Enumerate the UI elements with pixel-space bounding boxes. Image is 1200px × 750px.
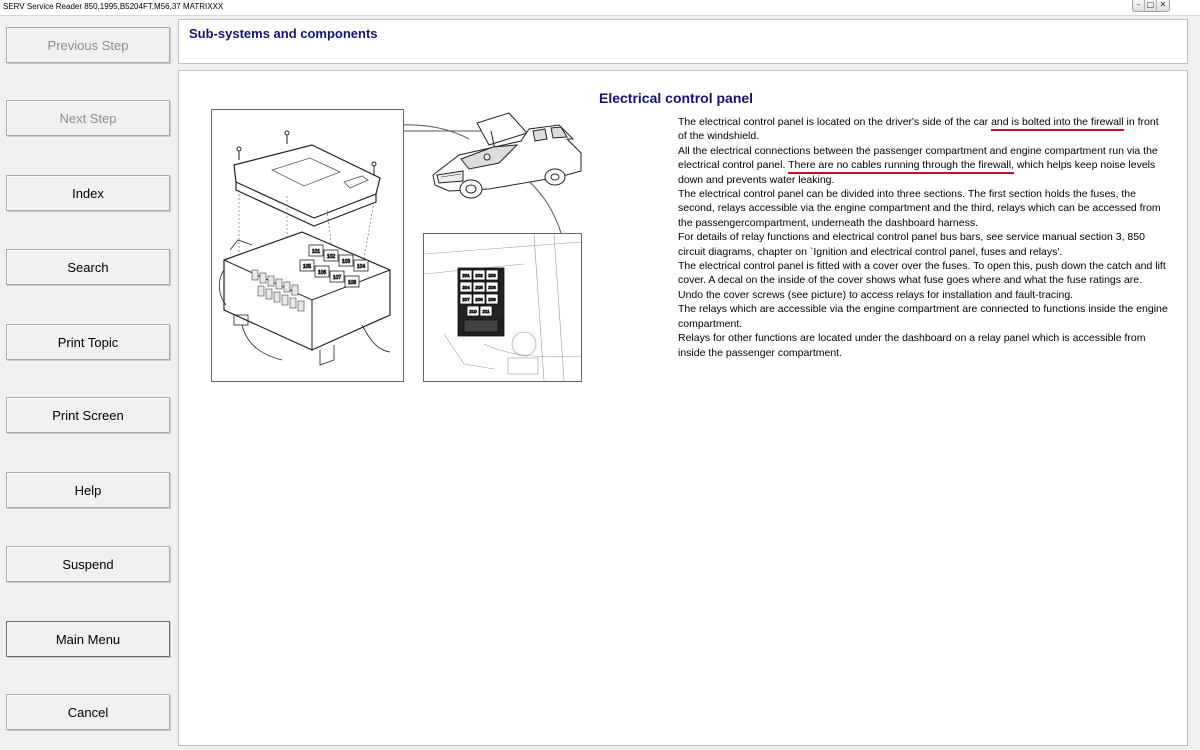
relay-label: 101: [311, 249, 321, 255]
relay-panel-diagram: [423, 233, 582, 382]
help-button[interactable]: Help: [6, 472, 170, 508]
section-heading: Sub-systems and components: [189, 26, 378, 41]
paragraph: Relays for other functions are located under the dashboard on a relay panel which is accessible from inside the passenger compartment.: [678, 332, 1146, 359]
main-menu-button[interactable]: Main Menu: [6, 621, 170, 657]
window-titlebar: [0, 0, 1200, 16]
search-button[interactable]: Search: [6, 249, 170, 285]
navigation-sidebar: [0, 16, 178, 750]
page-title: Electrical control panel: [599, 90, 754, 106]
index-button[interactable]: Index: [6, 175, 170, 211]
relay-label: 103: [341, 259, 351, 265]
relay-label: 205: [475, 285, 483, 290]
control-panel-diagram: [211, 109, 404, 382]
relay-label: 204: [462, 285, 470, 290]
next-step-button[interactable]: Next Step: [6, 100, 170, 136]
print-topic-button[interactable]: Print Topic: [6, 324, 170, 360]
relay-label: 210: [469, 309, 477, 314]
relay-label: 108: [347, 280, 357, 286]
window-controls: [1132, 0, 1170, 12]
description-text: [678, 115, 1168, 360]
relay-label: 208: [475, 297, 483, 302]
relay-label: 104: [356, 264, 366, 270]
highlighted-text: There are no cables running through the firewall,: [788, 159, 1014, 174]
relay-label: 206: [488, 285, 496, 290]
relay-label: 209: [488, 297, 496, 302]
relay-label: 211: [482, 309, 490, 314]
suspend-button[interactable]: Suspend: [6, 546, 170, 582]
paragraph: All the electrical connections between the passenger compartment and engine compartment run via the electrical control panel. There are no cables running through the firewall, which helps keep noise levels down and prevents water leaking.: [678, 144, 1158, 186]
relay-label: 105: [302, 264, 312, 270]
cancel-button[interactable]: Cancel: [6, 694, 170, 730]
relay-panel-drawing: [424, 234, 581, 381]
paragraph: Undo the cover screws (see picture) to access relays for installation and fault-tracing.: [678, 288, 1074, 301]
paragraph: The electrical control panel is fitted with a cover over the fuses. To open this, push down the catch and lift cover. A decal on the inside of the cover shows what fuse goes where and what the fuse ratings are.: [678, 260, 1166, 287]
relay-label: 107: [332, 275, 342, 281]
paragraph: The relays which are accessible via the engine compartment are connected to functions inside the engine compartment.: [678, 303, 1168, 330]
window-title: SERV Service Reader 850,1995,B5204FT,M56,37 MATRIXXX: [3, 2, 224, 11]
relay-label: 207: [462, 297, 470, 302]
previous-step-button[interactable]: Previous Step: [6, 27, 170, 63]
highlighted-text: and is bolted into the firewall: [991, 116, 1124, 131]
header-panel: [178, 19, 1188, 64]
control-panel-drawing: [212, 110, 403, 381]
relay-label: 106: [317, 270, 327, 276]
close-icon[interactable]: ✕: [1159, 0, 1167, 9]
paragraph: For details of relay functions and electrical control panel bus bars, see service manual section 3, 850 circuit diagrams, chapter on `Ignition and electrical control panel, fuses and relays'.: [678, 231, 1145, 258]
paragraph: The electrical control panel is located on the driver's side of the car and is bolted into the firewall in front of the windshield.: [678, 116, 1159, 143]
relay-label: 203: [488, 273, 496, 278]
print-screen-button[interactable]: Print Screen: [6, 397, 170, 433]
maximize-icon[interactable]: □: [1145, 0, 1157, 11]
relay-label: 201: [462, 273, 470, 278]
paragraph: The electrical control panel can be divided into three sections. The first section holds the fuses, the second, relays accessible via the engine compartment and the third, relays which can be accessed from the passengercompartment, underneath the dashboard harness.: [678, 188, 1161, 229]
relay-label: 102: [326, 254, 336, 260]
car-illustration: [429, 111, 589, 211]
relay-label: 202: [475, 273, 483, 278]
content-panel: [178, 70, 1188, 746]
minimize-icon[interactable]: –: [1133, 0, 1145, 11]
